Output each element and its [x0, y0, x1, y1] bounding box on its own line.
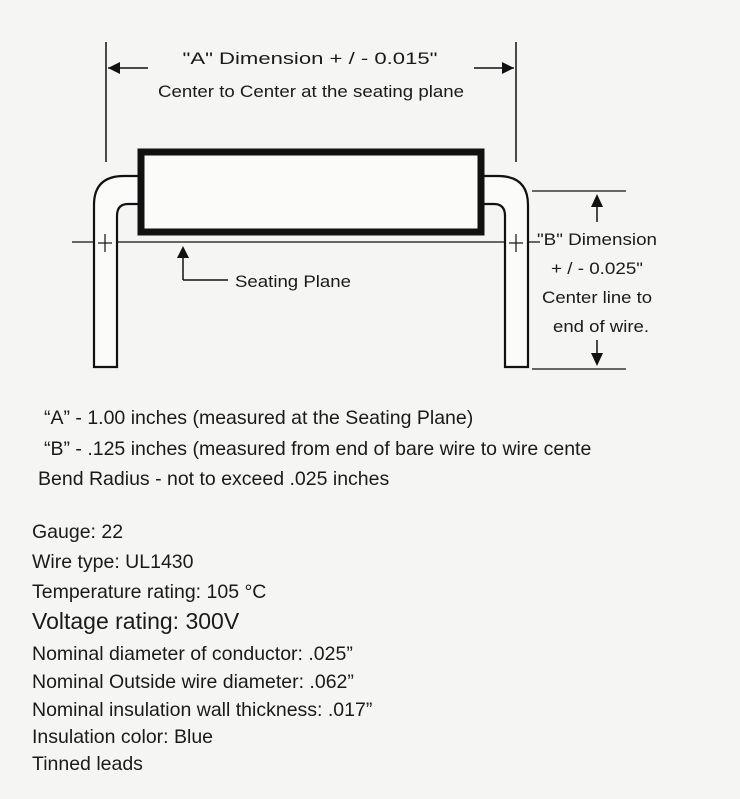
spec-conductor-diameter: Nominal diameter of conductor: .025”	[32, 643, 353, 665]
a-dimension-title: "A" Dimension + / - 0.015"	[182, 49, 438, 68]
note-b-dimension: “B” - .125 inches (measured from end of bare wire to wire cente	[44, 440, 592, 460]
spec-insulation-color: Insulation color: Blue	[32, 726, 214, 748]
component-body	[141, 152, 481, 232]
spec-wire-type: Wire type: UL1430	[32, 551, 194, 573]
a-arrow-left	[108, 62, 148, 74]
spec-tinned-leads: Tinned leads	[32, 753, 143, 775]
spec-insulation-wall: Nominal insulation wall thickness: .017”	[32, 699, 373, 721]
b-dimension-line-4: end of wire.	[553, 317, 649, 336]
b-dimension-line-3: Center line to	[542, 288, 652, 307]
seating-plane-label: Seating Plane	[235, 272, 351, 291]
b-dimension-line-2: + / - 0.025"	[551, 259, 643, 278]
b-dimension-line-1: "B" Dimension	[537, 230, 657, 249]
note-a-dimension: “A” - 1.00 inches (measured at the Seating Plane)	[44, 407, 474, 429]
spec-outside-diameter: Nominal Outside wire diameter: .062”	[32, 671, 354, 693]
spec-gauge: Gauge: 22	[32, 521, 124, 543]
right-lead	[482, 176, 528, 367]
seating-plane-leader	[177, 246, 228, 280]
spec-voltage-rating: Voltage rating: 300V	[32, 608, 240, 634]
b-arrow-top	[591, 194, 603, 222]
a-dimension-subtitle: Center to Center at the seating plane	[158, 82, 464, 101]
left-lead	[94, 176, 140, 367]
spec-temperature-rating: Temperature rating: 105 °C	[32, 581, 267, 603]
a-arrow-right	[474, 62, 514, 74]
note-bend-radius: Bend Radius - not to exceed .025 inches	[38, 468, 390, 490]
b-arrow-bottom	[591, 340, 603, 366]
